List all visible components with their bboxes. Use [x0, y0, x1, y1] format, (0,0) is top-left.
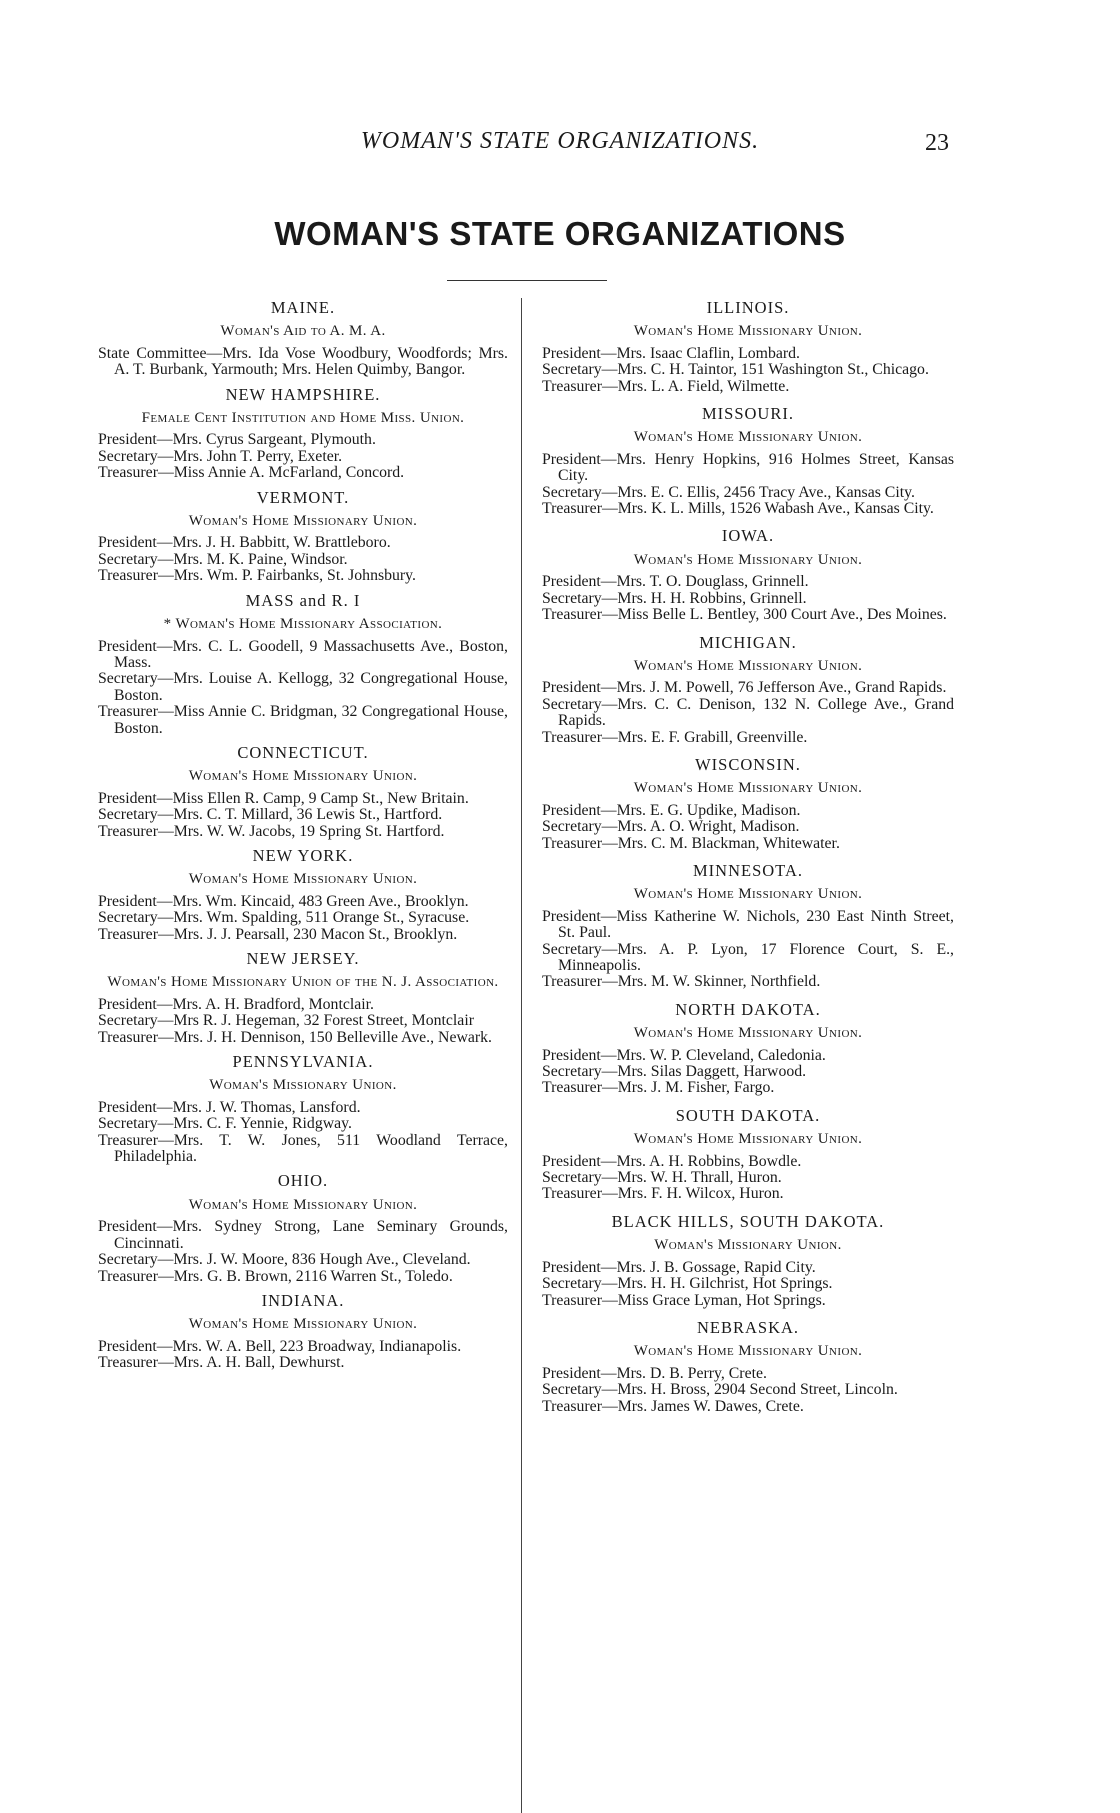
officer-line: Treasurer—Mrs. A. H. Ball, Dewhurst. [98, 1354, 345, 1372]
state-section-ohio [98, 1173, 508, 1284]
right-column [542, 300, 954, 1426]
org-name: Woman's Missionary Union. [209, 1077, 397, 1094]
officer-line: Secretary—Mrs. C. C. Denison, 132 N. College Ave., Grand Rapids. [542, 695, 954, 730]
state-name: SOUTH DAKOTA. [675, 1105, 821, 1125]
officer-line: Secretary—Mrs. C. F. Yennie, Ridgway. [98, 1115, 352, 1133]
org-name: Woman's Home Missionary Union. [633, 657, 863, 674]
officer-line: Treasurer—Mrs. K. L. Mills, 1526 Wabash Ave., Kansas City. [542, 500, 934, 518]
state-name: MINNESOTA. [693, 860, 803, 880]
officer-line: President—Mrs. Wm. Kincaid, 483 Green Ave., Brooklyn. [98, 892, 469, 910]
officer-line: Secretary—Mrs. H. H. Gilchrist, Hot Springs. [542, 1275, 833, 1293]
org-name: Woman's Aid to A. M. A. [220, 323, 386, 340]
officer-line: Secretary—Mrs. J. W. Moore, 836 Hough Ave., Cleveland. [98, 1251, 471, 1269]
org-name: Female Cent Institution and Home Miss. Union. [141, 410, 465, 427]
officer-line: Treasurer—Miss Grace Lyman, Hot Springs. [542, 1291, 826, 1309]
officer-line: President—Mrs. J. B. Gossage, Rapid City. [542, 1258, 816, 1276]
officer-line: President—Miss Ellen R. Camp, 9 Camp St., New Britain. [98, 789, 469, 807]
officer-line: Secretary—Mrs. C. T. Millard, 36 Lewis St., Hartford. [98, 806, 443, 824]
state-section-mass-ri [98, 590, 508, 737]
officer-line: Treasurer—Miss Annie A. McFarland, Concord. [98, 464, 405, 482]
officer-line: Treasurer—Mrs. W. W. Jacobs, 19 Spring St. Hartford. [98, 822, 445, 840]
officer-line: President—Mrs. Isaac Claflin, Lombard. [542, 344, 800, 362]
state-name: OHIO. [277, 1171, 329, 1191]
org-name: Woman's Home Missionary Union. [633, 780, 863, 797]
state-section-maine [98, 300, 508, 379]
state-section-vermont [98, 487, 508, 585]
officer-line: State Committee—Mrs. Ida Vose Woodbury, Woodfords; Mrs. A. T. Burbank, Yarmouth; Mrs. Helen Quimby, Bangor. [98, 344, 508, 379]
officer-line: President—Mrs. W. A. Bell, 223 Broadway, Indianapolis. [98, 1337, 462, 1355]
org-name: Woman's Home Missionary Union of the N. J. Association. [107, 974, 499, 991]
state-name: CONNECTICUT. [237, 742, 369, 762]
officer-line: Secretary—Mrs. Silas Daggett, Harwood. [542, 1063, 807, 1081]
state-section-minnesota [542, 860, 954, 991]
officer-line: Secretary—Mrs. John T. Perry, Exeter. [98, 447, 343, 465]
officer-line: Secretary—Mrs. H. Bross, 2904 Second Street, Lincoln. [542, 1381, 898, 1399]
officer-line: Secretary—Mrs. Louise A. Kellogg, 32 Congregational House, Boston. [98, 670, 508, 704]
state-section-illinois [542, 300, 954, 395]
officer-line: President—Mrs. A. H. Robbins, Bowdle. [542, 1152, 802, 1170]
state-section-michigan [542, 632, 954, 746]
state-name: MASS and R. I [245, 590, 361, 610]
officer-line: Secretary—Mrs R. J. Hegeman, 32 Forest Street, Montclair [98, 1012, 474, 1030]
state-name: NEW JERSEY. [246, 949, 360, 968]
officer-line: President—Mrs. J. H. Babbitt, W. Brattleboro. [98, 534, 391, 552]
officer-line: Secretary—Mrs. A. P. Lyon, 17 Florence Court, S. E., Minneapolis. [542, 940, 954, 974]
officer-line: President—Miss Katherine W. Nichols, 230 East Ninth Street, St. Paul. [542, 907, 954, 942]
officer-line: Treasurer—Mrs. M. W. Skinner, Northfield. [542, 973, 821, 991]
officer-line: Secretary—Mrs. M. K. Paine, Windsor. [98, 550, 348, 568]
state-name: WISCONSIN. [695, 754, 801, 774]
officer-line: President—Mrs. J. M. Powell, 76 Jefferson Ave., Grand Rapids. [542, 679, 947, 697]
org-name: Woman's Home Missionary Union. [633, 429, 863, 446]
org-name: Woman's Home Missionary Union. [188, 871, 418, 888]
officer-line: Secretary—Mrs. A. O. Wright, Madison. [542, 818, 800, 836]
state-name: MAINE. [270, 298, 336, 317]
state-section-iowa [542, 528, 954, 623]
org-name: Woman's Missionary Union. [654, 1237, 842, 1254]
state-section-wisconsin [542, 754, 954, 852]
officer-line: President—Mrs. A. H. Bradford, Montclair. [98, 995, 374, 1013]
page-title: WOMAN'S STATE ORGANIZATIONS [274, 215, 846, 252]
state-section-new-jersey [98, 951, 508, 1046]
state-section-pennsylvania [98, 1054, 508, 1165]
org-name: Woman's Home Missionary Union. [633, 1131, 863, 1148]
officer-line: President—Mrs. J. W. Thomas, Lansford. [98, 1098, 361, 1116]
officer-line: Secretary—Mrs. H. H. Robbins, Grinnell. [542, 589, 807, 607]
officer-line: Treasurer—Mrs. E. F. Grabill, Greenville. [542, 728, 808, 746]
state-section-new-hampshire [98, 384, 508, 482]
state-name: IOWA. [721, 526, 775, 546]
state-section-connecticut [98, 742, 508, 840]
state-name: PENNSYLVANIA. [232, 1052, 374, 1072]
org-name: Woman's Home Missionary Union. [188, 513, 418, 530]
officer-line: Treasurer—Mrs. G. B. Brown, 2116 Warren St., Toledo. [98, 1267, 453, 1285]
officer-line: Treasurer—Mrs. J. H. Dennison, 150 Belleville Ave., Newark. [98, 1028, 492, 1046]
org-name: Woman's Home Missionary Union. [188, 1196, 418, 1213]
officer-line: Secretary—Mrs. W. H. Thrall, Huron. [542, 1169, 782, 1187]
officer-line: Treasurer—Mrs. J. J. Pearsall, 230 Macon St., Brooklyn. [98, 925, 458, 943]
officer-line: Secretary—Mrs. C. H. Taintor, 151 Washington St., Chicago. [542, 361, 929, 379]
state-section-nebraska [542, 1317, 954, 1415]
state-section-black-hills [542, 1211, 954, 1309]
officer-line: Treasurer—Mrs. James W. Dawes, Crete. [542, 1397, 804, 1415]
state-section-new-york [98, 845, 508, 943]
state-name: INDIANA. [261, 1290, 345, 1310]
column-divider [521, 298, 522, 1813]
state-name: NORTH DAKOTA. [675, 999, 821, 1019]
officer-line: President—Mrs. C. L. Goodell, 9 Massachusetts Ave., Boston, Mass. [98, 637, 508, 671]
state-name: BLACK HILLS, SOUTH DAKOTA. [611, 1211, 885, 1231]
officer-line: President—Mrs. Sydney Strong, Lane Seminary Grounds, Cincinnati. [98, 1218, 508, 1252]
state-name: NEW HAMPSHIRE. [225, 384, 381, 404]
officer-line: Secretary—Mrs. Wm. Spalding, 511 Orange St., Syracuse. [98, 909, 470, 927]
state-section-missouri [542, 406, 954, 517]
state-section-south-dakota [542, 1105, 954, 1203]
officer-line: President—Mrs. T. O. Douglass, Grinnell. [542, 573, 809, 591]
running-head: WOMAN'S STATE ORGANIZATIONS. [360, 128, 760, 154]
officer-line: President—Mrs. E. G. Updike, Madison. [542, 801, 801, 819]
state-name: MICHIGAN. [699, 632, 797, 652]
state-section-indiana [98, 1290, 508, 1372]
officer-line: Treasurer—Mrs. T. W. Jones, 511 Woodland Terrace, Philadelphia. [98, 1131, 508, 1166]
org-name: Woman's Home Missionary Union. [633, 1343, 863, 1360]
officer-line: Treasurer—Mrs. Wm. P. Fairbanks, St. Johnsbury. [98, 567, 416, 585]
officer-line: Treasurer—Miss Belle L. Bentley, 300 Court Ave., Des Moines. [542, 606, 947, 624]
state-name: MISSOURI. [702, 404, 794, 424]
officer-line: Treasurer—Mrs. F. H. Wilcox, Huron. [542, 1185, 784, 1203]
officer-line: Treasurer—Miss Annie C. Bridgman, 32 Congregational House, Boston. [98, 703, 508, 737]
org-name: Woman's Home Missionary Union. [633, 551, 863, 568]
org-name: Woman's Home Missionary Union. [633, 1025, 863, 1042]
officer-line: Treasurer—Mrs. J. M. Fisher, Fargo. [542, 1079, 775, 1097]
state-section-north-dakota [542, 999, 954, 1097]
state-name: NEW YORK. [252, 845, 354, 865]
state-name: VERMONT. [256, 487, 350, 507]
org-name: Woman's Home Missionary Union. [188, 1316, 418, 1333]
officer-line: President—Mrs. Cyrus Sargeant, Plymouth. [98, 431, 376, 449]
officer-line: Treasurer—Mrs. C. M. Blackman, Whitewater. [542, 834, 840, 852]
page-number: 23 [925, 130, 949, 156]
officer-line: President—Mrs. Henry Hopkins, 916 Holmes Street, Kansas City. [542, 450, 954, 485]
left-column [98, 300, 508, 1380]
org-name: Woman's Home Missionary Union. [633, 323, 863, 340]
officer-line: Treasurer—Mrs. L. A. Field, Wilmette. [542, 377, 790, 395]
org-name: Woman's Home Missionary Union. [633, 886, 863, 903]
officer-line: President—Mrs. D. B. Perry, Crete. [542, 1364, 767, 1382]
officer-line: President—Mrs. W. P. Cleveland, Caledonia. [542, 1046, 826, 1064]
state-name: NEBRASKA. [696, 1317, 800, 1337]
officer-line: Secretary—Mrs. E. C. Ellis, 2456 Tracy Ave., Kansas City. [542, 483, 915, 501]
state-name: ILLINOIS. [706, 298, 790, 317]
org-name: * Woman's Home Missionary Association. [163, 616, 443, 633]
org-name: Woman's Home Missionary Union. [188, 768, 418, 785]
title-rule [447, 280, 607, 281]
